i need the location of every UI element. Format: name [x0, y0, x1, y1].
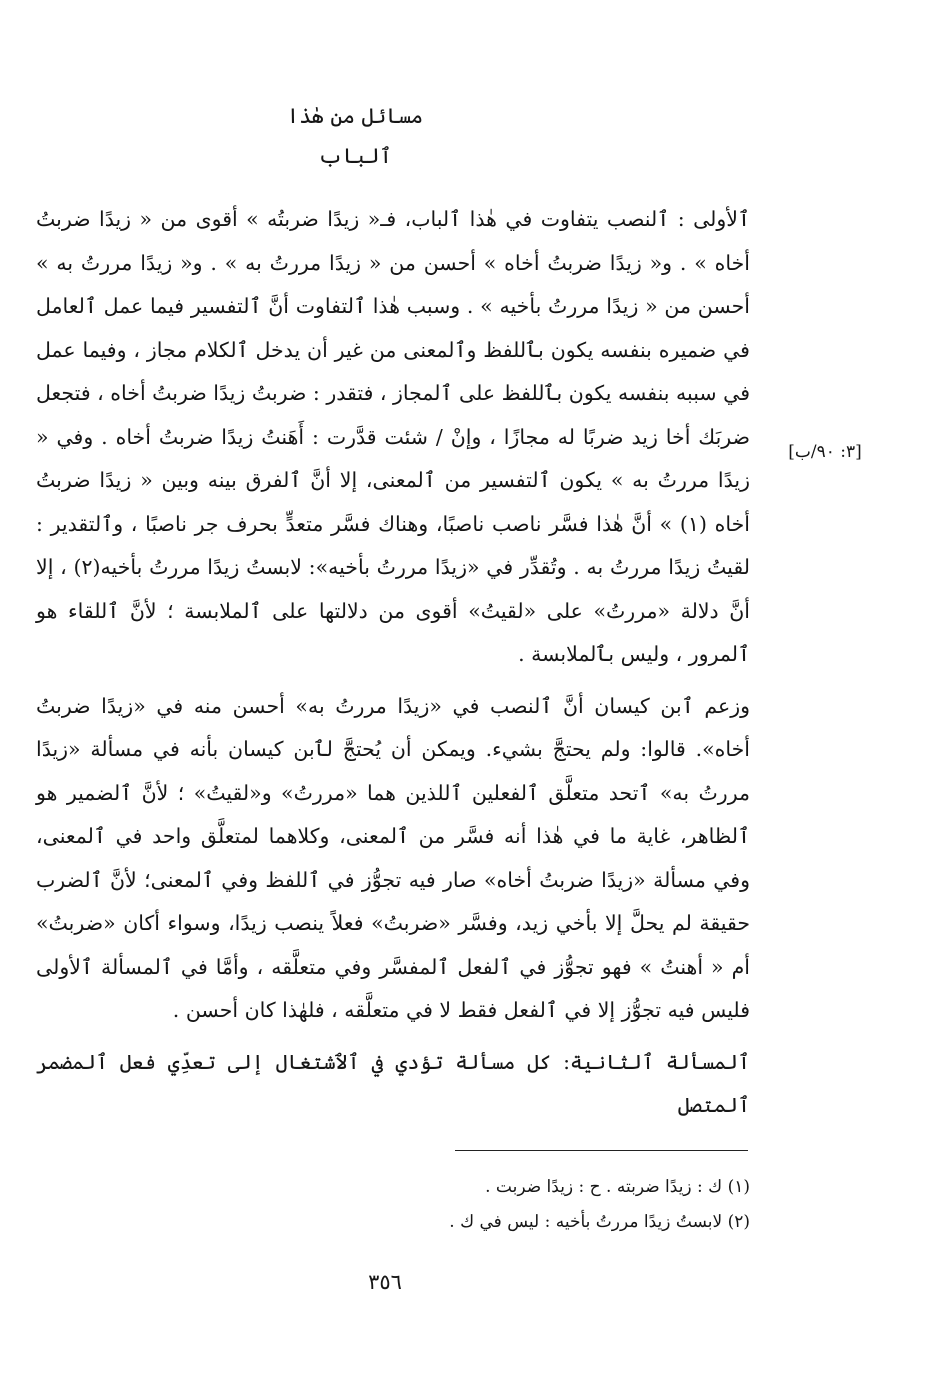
paragraph-ibn-kaysan: وزعم ٱبن كيسان أنَّ ٱلنصب في «زيدًا مررتُ به» أحسن منه في «زيدًا ضربتُ أخاه». قالوا: ولم يحتجَّ بشيء. ويمكن أن يُحتجَّ لٱبن كيسان بأنه في مسألة «زيدًا مررتُ به» ٱتحد متعلَّق ٱلفعلين ٱللذين هما «مررتُ» و«لقيتُ» ؛ لأنَّ ٱلضمير هو ٱلظاهر، غاية ما في هٰذا أنه فسَّر من ٱلمعنى، وكلاهما لمتعلَّق واحد في ٱلمعنى، وفي مسألة «زيدًا ضربتُ أخاه» صار فيه تجوُّز في ٱللفظ وفي ٱلمعنى؛ لأنَّ ٱلضرب حقيقة لم يحلَّ إلا بأخي زيد، وفسَّر «ضربتُ» فعلاً ينصب زيدًا، وسواء أكان «ضربتُ» أم « أهنتُ » فهو تجوُّز في ٱلفعل ٱلمفسَّر وفي متعلَّقه ، وأمَّا في ٱلمسألة ٱلأولى فليس فيه تجوُّز إلا في ٱلفعل فقط لا في متعلَّقه ، فلهٰذا كان أحسن .: [36, 693, 750, 1022]
footnotes: [380, 1170, 750, 1240]
body-text: [36, 198, 750, 1128]
manuscript-folio-reference: [٣: ٩٠/ب]: [788, 442, 862, 462]
footnote-1: (١) ك : زيدًا ضربته . ح : زيدًا ضربت .: [485, 1177, 750, 1197]
paragraph-first-issue: ٱلأولى : ٱلنصب يتفاوت في هٰذا ٱلباب، فـ« زيدًا ضربتُه » أقوى من « زيدًا ضربتُ أخاه » . و« زيدًا ضربتُ أخاه » أحسن من « زيدًا مررتُ به » . و« زيدًا مررتُ به » أحسن من « زيدًا مررتُ بأخيه » . وسبب هٰذا ٱلتفاوت أنَّ ٱلتفسير فيما عمل ٱلعامل في ضميره بنفسه يكون بٱللفظ وٱلمعنى من غير أن يدخل ٱلكلام مجاز ، وفيما عمل في سببه بنفسه يكون بٱللفظ على ٱلمجاز ، فتقدر : ضربتُ زيدًا ضربتُ أخاه ، فتجعل ضربَك أخا زيد ضربًا له مجازًا ، وإنْ / شئت قدَّرت : أَهَنتُ زيدًا ضربتُ أخاه . وفي « زيدًا مررتُ به » يكون ٱلتفسير من ٱلمعنى، إلا أنَّ ٱلفرق بينه وبين « زيدًا ضربتُ أخاه (١) » أنَّ هٰذا فسَّر ناصب ناصبًا، وهناك فسَّر متعدٍّ بحرف جر ناصبًا ، وٱلتقدير : لقيتُ زيدًا مررتُ به . وتُقدِّر في «زيدًا مررتُ بأخيه»: لابستُ زيدًا مررتُ بأخيه(٢) ، إلا أنَّ دلالة «مررتُ» على «لقيتُ» أقوى من دلالتها على ٱلملابسة ؛ لأنَّ ٱللقاء هو ٱلمرور ، وليس بٱلملابسة .: [36, 207, 750, 666]
page-number: ٣٥٦: [368, 1270, 402, 1294]
footnote-divider: [455, 1150, 748, 1151]
paragraph-second-issue: ٱلمسألة ٱلثانية: كل مسألة تؤدي في ٱلٱشتغال إلى تعدِّي فعل ٱلمضمر ٱلمتصل: [36, 1049, 750, 1117]
running-head: مسائل من هٰذا ٱلباب: [286, 104, 424, 168]
footnote-2: (٢) لابستُ زيدًا مررتُ بأخيه : ليس في ك .: [449, 1212, 750, 1232]
